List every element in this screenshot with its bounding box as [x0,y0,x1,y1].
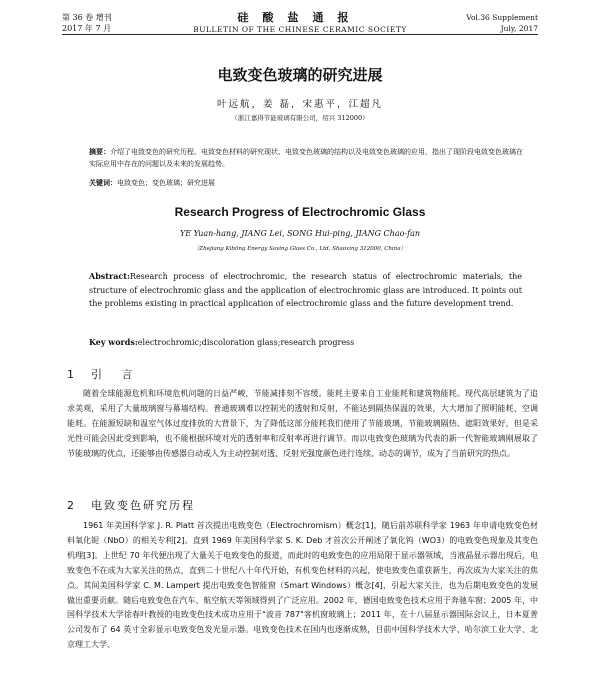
paragraph: 1961 年美国科学家 J. R. Platt 首次提出电致变色（Electrochromism）概念[1]，随后前苏联科学家 1963 年申请电致变色材料氧化铌（NbO）的相关专利[2]。直到 1969 年美国科学家 S. K. Deb 才首次公开阐述了氧化钨（WO3）的电致变色现象及其变色机理[3]。上世纪 70 年代便出现了大量关于电致变色的报道，而此时的电致变色的应用局限于显示器领域，当液晶显示器出现后，电致变色不在成为大家关注的热点，直到二十世纪八十年代开始，有机变色材料的兴起，使电致变色重获新生，再次成为大家关注的焦点。其间美国科学家 C. M. Lampert 提出电致变色智能窗（Smart Windows）概念[4]，引起大家关注，也为后期电致变色的发展做出重要贡献。随后电致变色在汽车、航空航天等领域得到了广泛应用。2002 年，德国电致变色技术应用于奔驰车窗；2005 年，中国科学技术大学徐春叶教授的电致变色技术成功应用于"波音 787"客机窗玻璃上；2011 年，在十八届显示器国际会议上，日本夏普公司发布了 64 英寸全彩显示电致变色发光显示器。电致变色技术在国内也逐渐成熟，目前中国科学技术大学、哈尔滨工业大学、北京理工大学、 [67,521,538,650]
authors-en: YE Yuan-hang, JIANG Lei, SONG Hui-ping, JIANG Chao-fan [179,229,420,238]
issue-date-cn: 2017 年 7 月 [62,24,112,33]
abstract-en-text: Research process of electrochromic, the research status of electrochromic materials, the structure of electrochromic glass and the application of electrochromic glass are introduced. It points out the problems existing in practical application of electrochromic glass and the future development trend. [89,272,522,308]
section-number: 1 [67,368,74,381]
section-heading-2 [67,497,195,513]
header-right [466,12,538,34]
header-divider [62,34,538,35]
abstract-en-label: Abstract: [89,271,130,281]
section-2-body [67,519,538,653]
abstract-en [89,270,522,311]
section-title: 引 言 [91,368,141,381]
keywords-en-text: electrochromic;discoloration glass;research progress [137,338,355,347]
running-header [62,12,538,42]
journal-name-cn: 硅酸盐通报 [237,11,363,24]
affiliation-cn: （浙江嘉得节能玻璃有限公司，绍兴 312000） [231,114,369,122]
keywords-cn-label: 关键词： [89,178,117,187]
keywords-cn [89,177,529,189]
abstract-cn [89,146,529,170]
keywords-en [89,336,529,349]
volume-label-en: Vol.36 Supplement [466,13,538,22]
section-number: 2 [67,499,74,512]
section-title: 电致变色研究历程 [91,499,195,512]
keywords-cn-text: 电致变色；变色玻璃；研究进展 [117,179,215,187]
volume-label: 第 36 卷 增刊 [62,13,112,22]
paragraph: 随着全球能源危机和环境危机问题的日益严峻，节能减排刻不容缓。能耗主要来自工业能耗和建筑物能耗。现代高层建筑为了追求美观，采用了大量玻璃窗与幕墙结构。普通玻璃难以控制光的透射和反射，不能达到隔热保温的效果，大大增加了照明能耗、空调能耗。在能源短缺和温室气体过度排放的大背景下，为了降低这部分能耗我们使用了节能玻璃，节能玻璃隔热、遮阳效果好，但是采光性可能会因此受到影响，也不能根据环境对光的透射率和反射率再进行调节。而以电致变色玻璃为代表的新一代智能玻璃刚展取了节能玻璃的优点，还能够由传感器自动或人为主动控制对透、反射光强度颜色进行连续、动态的调节，成为了当前研究的热点。 [67,389,538,458]
section-1-body [67,387,538,462]
keywords-en-label: Key words: [89,337,138,347]
affiliation-en: （Zhejiang Kibling Energy Saving Glass Co., Ltd, Shaoxing 312000, China） [193,246,407,252]
section-heading-1 [67,366,141,382]
paper-title-cn: 电致变色玻璃的研究进展 [217,66,383,84]
issue-date-en: July, 2017 [500,24,538,33]
journal-name-en: BULLETIN OF THE CHINESE CERAMIC SOCIETY [193,25,407,34]
abstract-cn-label: 摘要： [89,147,110,156]
abstract-cn-text: 介绍了电致变色的研究历程、电致变色材料的研究现状、电致变色玻璃的结构以及电致变色玻璃的应用，指出了现阶段电致变色玻璃在实际应用中存在的问题以及未来的发展趋势。 [89,148,523,168]
authors-cn: 叶远航，姜 磊，宋惠平，江超凡 [216,99,384,110]
paper-title-en: Research Progress of Electrochromic Glass [174,205,426,219]
